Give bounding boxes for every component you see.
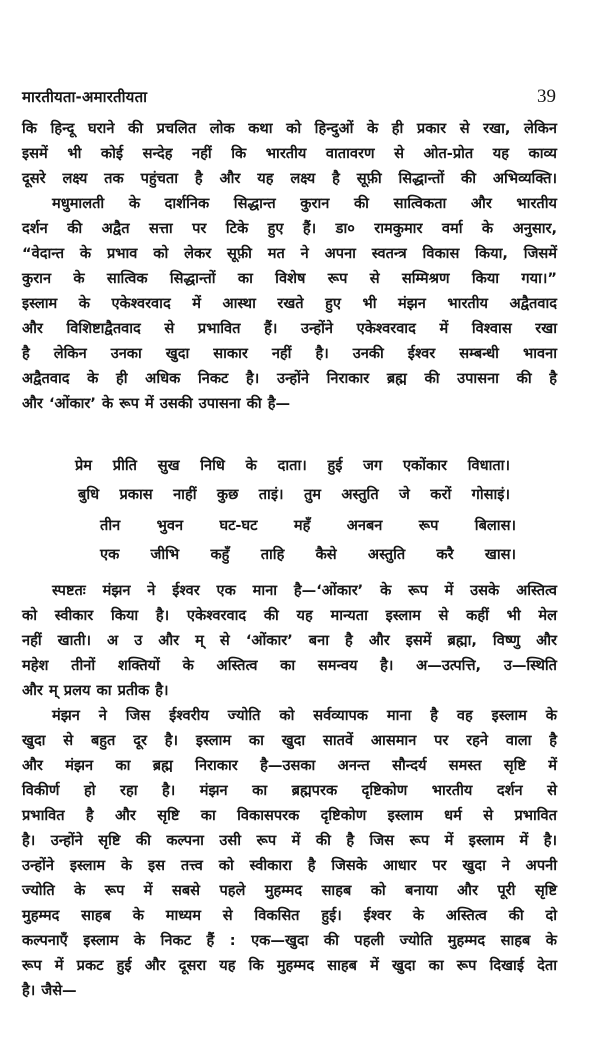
verse-chaupai-line: बुधि प्रकास नाहीं कुछ ताइं। तुम अस्तुति जे करों गोसाइं। xyxy=(78,486,510,503)
verse-doha-line: तीन भुवन घट-घट महँ अनबन रूप बिलास। xyxy=(100,517,516,534)
text-line: और मंझन का ब्रह्म निराकार है—उसका अनन्त सौन्दर्य समस्त सृष्टि में xyxy=(22,757,557,774)
text-line: महेश तीनों शक्तियों के अस्तित्व का समन्वय है। अ—उत्पत्ति, उ—स्थिति xyxy=(22,657,557,674)
text-line: रूप में प्रकट हुई और दूसरा यह कि मुहम्मद साहब में खुदा का रूप दिखाई देता xyxy=(22,957,557,974)
text-line: मुहम्मद साहब के माध्यम से विकसित हुई। ईश्वर के अस्तित्व की दो xyxy=(22,907,557,924)
paragraph-4 xyxy=(22,703,557,1003)
text-line: स्पष्टतः मंझन ने ईश्वर एक माना है—‘ओंकार’ के रूप में उसके अस्तित्व xyxy=(52,582,557,599)
text-line: कल्पनाएँ इस्लाम के निकट हैं : एक—खुदा की पहली ज्योति मुहम्मद साहब के xyxy=(22,932,557,949)
verse-doha-line: एक जीभि कहुँ ताहि कैसे अस्तुति करै खास। xyxy=(100,546,516,563)
text-line: खुदा से बहुत दूर है। इस्लाम का खुदा सातवें आसमान पर रहने वाला है xyxy=(22,732,557,749)
text-line: और विशिष्टाद्वैतवाद से प्रभावित हैं। उन्होंने एकेश्वरवाद में विश्वास रखा xyxy=(22,320,557,337)
text-line: “वेदान्त के प्रभाव को लेकर सूफ़ी मत ने अपना स्वतन्त्र विकास किया, जिसमें xyxy=(22,245,557,262)
text-line: अद्वैतवाद के ही अधिक निकट है। उन्होंने निराकार ब्रह्म की उपासना की है xyxy=(22,370,557,387)
page-number: 39 xyxy=(537,86,556,107)
text-line: कि हिन्दू घराने की प्रचलित लोक कथा को हिन्दुओं के ही प्रकार से रखा, लेकिन xyxy=(22,120,557,137)
running-header xyxy=(22,84,556,110)
text-line: प्रभावित है और सृष्टि का विकासपरक दृष्टिकोण इस्लाम धर्म से प्रभावित xyxy=(22,807,557,824)
text-line: नहीं खाती। अ उ और म् से ‘ओंकार’ बना है और इसमें ब्रह्मा, विष्णु और xyxy=(22,632,557,649)
text-line: को स्वीकार किया है। एकेश्वरवाद की यह मान्यता इस्लाम से कहीं भी मेल xyxy=(22,607,557,624)
text-line: मंझन ने जिस ईश्वरीय ज्योति को सर्वव्यापक माना है वह इस्लाम के xyxy=(52,707,557,724)
verse-chaupai-line: प्रेम प्रीति सुख निधि के दाता। हुई जग एकोंकार विधाता। xyxy=(75,457,510,474)
text-line: दूसरे लक्ष्य तक पहुंचता है और यह लक्ष्य है सूफ़ी सिद्धान्तों की अभिव्यक्ति। xyxy=(22,170,557,187)
text-line: कुरान के सात्विक सिद्धान्तों का विशेष रूप से सम्मिश्रण किया गया।” xyxy=(22,270,557,287)
text-line: है। उन्होंने सृष्टि की कल्पना उसी रूप में की है जिस रूप में इस्लाम में है। xyxy=(22,832,557,849)
text-line: इस्लाम के एकेश्वरवाद में आस्था रखते हुए भी मंझन भारतीय अद्वैतवाद xyxy=(22,295,557,312)
text-line: और म् प्रलय का प्रतीक है। xyxy=(22,682,169,699)
text-line: दर्शन की अद्वैत सत्ता पर टिके हुए हैं। डा० रामकुमार वर्मा के अनुसार, xyxy=(22,220,557,237)
paragraph-1 xyxy=(22,116,557,191)
text-line: मधुमालती के दार्शनिक सिद्धान्त कुरान की सात्विकता और भारतीय xyxy=(52,195,557,212)
chapter-title: मारतीयता-अमारतीयता xyxy=(22,88,148,106)
text-line: और ‘ओंकार’ के रूप में उसकी उपासना की है— xyxy=(22,395,291,412)
text-line: है। जैसे— xyxy=(22,982,77,999)
text-line: उन्होंने इस्लाम के इस तत्त्व को स्वीकारा है जिसके आधार पर खुदा ने अपनी xyxy=(22,857,557,874)
text-line: इसमें भी कोई सन्देह नहीं कि भारतीय वातावरण से ओत-प्रोत यह काव्य xyxy=(22,145,557,162)
text-line: ज्योति के रूप में सबसे पहले मुहम्मद साहब को बनाया और पूरी सृष्टि xyxy=(22,882,557,899)
text-line: विकीर्ण हो रहा है। मंझन का ब्रह्मपरक दृष्टिकोण भारतीय दर्शन से xyxy=(22,782,557,799)
text-line: है लेकिन उनका खुदा साकार नहीं है। उनकी ईश्वर सम्बन्धी भावना xyxy=(22,345,557,362)
paragraph-3 xyxy=(22,578,557,703)
paragraph-2 xyxy=(22,191,557,416)
